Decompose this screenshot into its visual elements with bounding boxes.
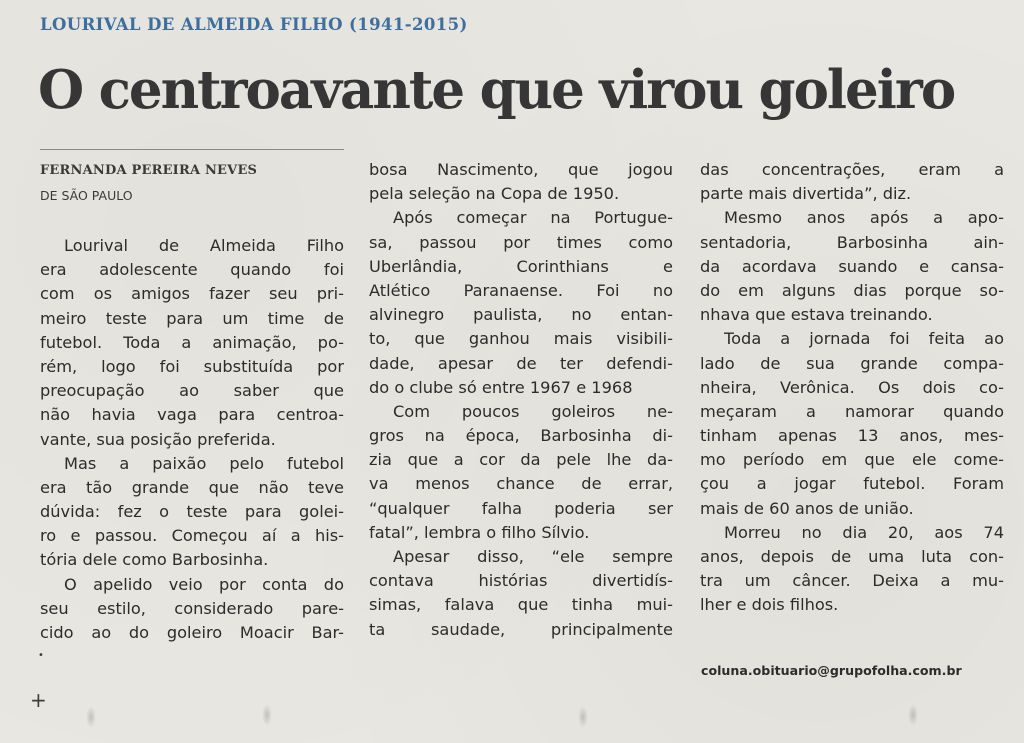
article-text-line: meiro teste para um time de: [40, 308, 344, 328]
byline-divider: [40, 149, 344, 150]
article-text-line: Morreu no dia 20, aos 74: [724, 522, 1004, 542]
article-text-line: das concentrações, eram a: [700, 160, 1004, 179]
article-text-line: Mas a paixão pelo futebol: [64, 453, 344, 473]
article-text-line: meçaram a namorar quando: [700, 401, 1004, 421]
article-text-line: mais de 60 anos de união.: [700, 498, 914, 518]
article-text-line: nhava que estava treinando.: [700, 305, 933, 325]
article-text-line: cido ao do goleiro Moacir Bar-: [40, 623, 344, 642]
article-column-1: [40, 234, 344, 645]
article-text-line: Mesmo anos após a apo-: [724, 208, 1004, 228]
article-text-line: gros na época, Barbosinha di-: [369, 426, 673, 446]
article-text-line: O apelido veio por conta do: [64, 574, 344, 594]
article-text-line: dúvida: fez o teste para golei-: [40, 502, 344, 522]
author-name: FERNANDA PEREIRA NEVES: [40, 163, 258, 178]
paper-scuff-icon: [86, 706, 96, 728]
article-text-line: simas, falava que tinha mui-: [369, 595, 673, 615]
article-text-line: va menos chance de errar,: [369, 474, 673, 494]
article-text-line: mo período em que ele come-: [700, 450, 1004, 470]
article-text-line: sentadoria, Barbosinha ain-: [700, 232, 1004, 252]
registration-mark-icon: +: [30, 688, 47, 712]
article-text-line: çou a jogar futebol. Foram: [700, 474, 1004, 494]
article-text-line: anos, depois de uma luta con-: [700, 547, 1004, 566]
section-kicker: LOURIVAL DE ALMEIDA FILHO (1941-2015): [40, 15, 468, 34]
article-text-line: to, que ganhou mais visibili-: [369, 329, 673, 349]
article-column-3: [700, 158, 1004, 618]
article-text-line: rém, logo foi substituída por: [40, 356, 344, 376]
article-text-line: Lourival de Almeida Filho: [64, 236, 344, 255]
article-text-line: tra um câncer. Deixa a mu-: [700, 571, 1004, 591]
bullet-mark-icon: •: [38, 650, 44, 661]
article-text-line: futebol. Toda a animação, po-: [40, 332, 344, 352]
article-text-line: tinham apenas 13 anos, mes-: [700, 426, 1004, 446]
article-text-line: da acordava suando e cansa-: [700, 256, 1004, 276]
article-text-line: tória dele como Barbosinha.: [40, 550, 269, 570]
article-headline: O centroavante que virou goleiro: [38, 59, 955, 121]
article-text-line: vante, sua posição preferida.: [40, 429, 276, 449]
article-text-line: Toda a jornada foi feita ao: [724, 329, 1004, 349]
paper-scuff-icon: [578, 706, 588, 728]
dateline: DE SÃO PAULO: [40, 188, 133, 203]
article-text-line: sa, passou por times como: [369, 232, 673, 252]
article-text-line: ro e passou. Começou aí a his-: [40, 526, 344, 546]
article-text-line: com os amigos fazer seu pri-: [40, 284, 344, 304]
article-text-line: Uberlândia, Corinthians e: [369, 256, 673, 276]
article-text-line: do o clube só entre 1967 e 1968: [369, 377, 633, 397]
article-text-line: Apesar disso, “ele sempre: [393, 547, 673, 566]
article-text-line: “qualquer falha poderia ser: [369, 498, 673, 518]
article-text-line: não havia vaga para centroa-: [40, 405, 344, 425]
article-column-2: [369, 158, 673, 642]
article-text-line: Atlético Paranaense. Foi no: [369, 280, 673, 300]
article-text-line: lher e dois filhos.: [700, 595, 839, 615]
article-text-line: fatal”, lembra o filho Sílvio.: [369, 522, 590, 542]
contact-email: coluna.obituario@grupofolha.com.br: [701, 663, 962, 678]
article-text-line: dade, apesar de ter defendi-: [369, 353, 673, 373]
article-text-line: era tão grande que não teve: [40, 477, 344, 497]
article-text-line: Com poucos goleiros ne-: [393, 401, 673, 421]
article-text-line: contava histórias divertidís-: [369, 571, 673, 591]
article-text-line: lado de sua grande compa-: [700, 353, 1004, 373]
article-text-line: era adolescente quando foi: [40, 260, 344, 280]
article-text-line: ta saudade, principalmente: [369, 619, 673, 639]
article-text-line: nheira, Verônica. Os dois co-: [700, 377, 1004, 397]
article-text-line: zia que a cor da pele lhe da-: [369, 450, 673, 470]
article-text-line: pela seleção na Copa de 1950.: [369, 184, 620, 204]
article-text-line: alvinegro paulista, no entan-: [369, 305, 673, 325]
paper-scuff-icon: [262, 704, 272, 726]
article-text-line: seu estilo, considerado pare-: [40, 598, 344, 618]
article-text-line: preocupação ao saber que: [40, 381, 344, 401]
article-text-line: parte mais divertida”, diz.: [700, 184, 912, 204]
article-text-line: bosa Nascimento, que jogou: [369, 160, 673, 179]
article-text-line: Após começar na Portugue-: [393, 208, 673, 228]
paper-scuff-icon: [908, 704, 918, 726]
article-text-line: do em alguns dias porque so-: [700, 280, 1004, 300]
